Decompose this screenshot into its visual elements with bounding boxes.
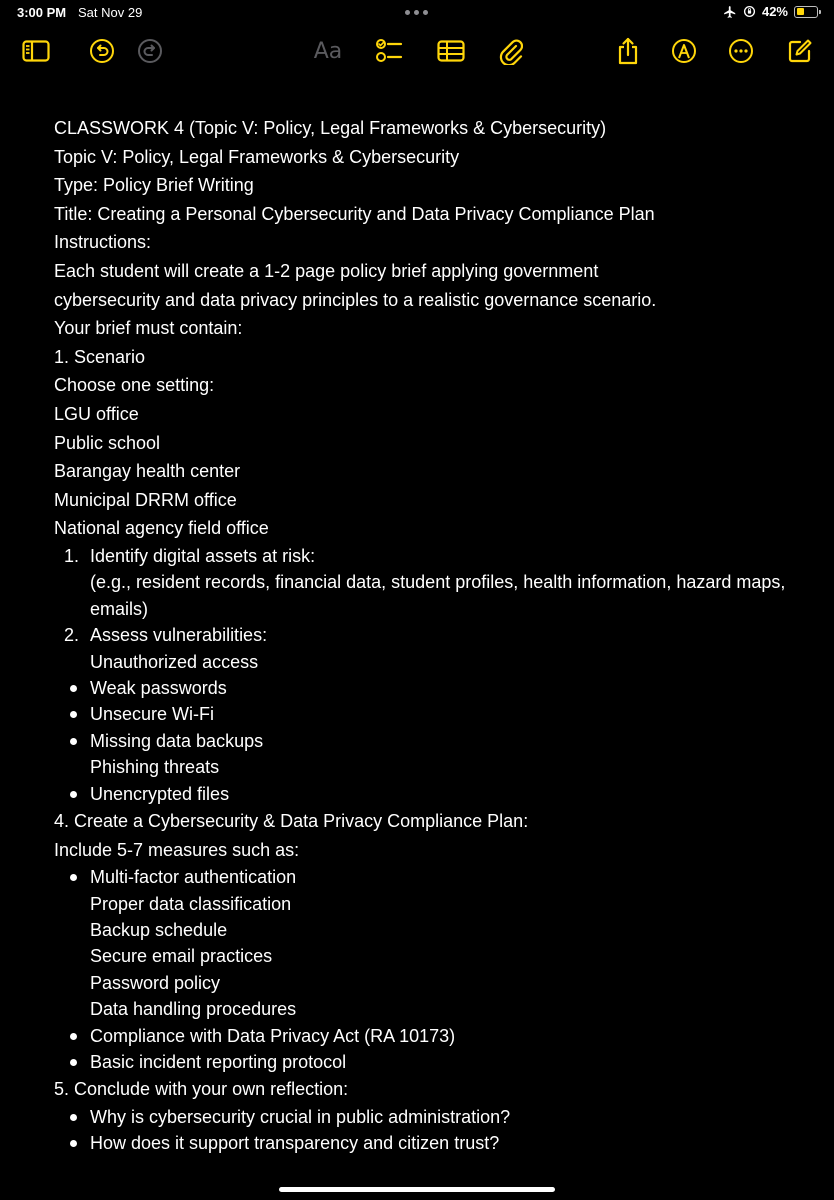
home-indicator[interactable]: [279, 1187, 555, 1192]
list-item-text: Basic incident reporting protocol: [90, 1052, 347, 1072]
step-title: Identify digital assets at risk:: [90, 545, 316, 566]
step-number: 2.: [64, 625, 80, 646]
step-1-item: [54, 543, 814, 569]
list-item-text: Missing data backups: [90, 730, 264, 751]
note-title: Title: Creating a Personal Cybersecurity and Data Privacy Compliance Plan: [54, 203, 655, 224]
list-item: [54, 781, 814, 807]
note-topic: Topic V: Policy, Legal Frameworks & Cybersecurity: [54, 146, 460, 167]
bullet-icon: [70, 1140, 77, 1147]
step-title: Assess vulnerabilities:: [90, 625, 268, 646]
share-icon[interactable]: [613, 36, 643, 66]
step-5-title: 5. Conclude with your own reflection:: [54, 1079, 349, 1100]
battery-percentage: 42%: [761, 4, 788, 19]
airplane-icon: [723, 5, 737, 19]
bullet-icon: [70, 711, 77, 718]
list-item-text: Unsecure Wi-Fi: [90, 704, 215, 725]
note-section-scenario: 1. Scenario: [54, 346, 146, 367]
list-item-text: Data handling procedures: [90, 999, 297, 1020]
note-type: Type: Policy Brief Writing: [54, 175, 254, 196]
list-item: [54, 917, 814, 943]
reflection-list: [54, 1104, 814, 1157]
list-item-text: How does it support transparency and citizen trust?: [90, 1133, 500, 1154]
list-item-text: Unencrypted files: [90, 783, 230, 804]
notes-toolbar: [0, 30, 834, 72]
checklist-icon[interactable]: [374, 36, 404, 66]
battery-icon: [794, 6, 818, 18]
list-item: [54, 970, 814, 996]
table-icon[interactable]: [436, 36, 466, 66]
markup-icon[interactable]: [669, 36, 699, 66]
list-item-text: Why is cybersecurity crucial in public administration?: [90, 1107, 511, 1127]
bullet-icon: [70, 1059, 77, 1066]
list-item-text: Proper data classification: [90, 893, 292, 914]
list-item-text: Phishing threats: [90, 757, 220, 778]
step-number: 1.: [64, 545, 80, 566]
orientation-lock-icon: [743, 5, 756, 18]
list-item-text: Secure email practices: [90, 946, 273, 967]
note-paragraph-line: cybersecurity and data privacy principles to a realistic governance scenario.: [54, 289, 657, 310]
note-body[interactable]: [54, 114, 814, 1157]
note-instructions-label: Instructions:: [54, 232, 152, 253]
list-item: [54, 754, 814, 780]
step-4-title: 4. Create a Cybersecurity & Data Privacy Compliance Plan:: [54, 810, 529, 831]
step-4-intro: Include 5-7 measures such as:: [54, 839, 300, 860]
bullet-icon: [70, 685, 77, 692]
multitasking-dots[interactable]: [405, 10, 428, 15]
setting-option: Municipal DRRM office: [54, 489, 237, 510]
list-item: [54, 891, 814, 917]
measures-list: [54, 864, 814, 1075]
list-item-text: Backup schedule: [90, 919, 228, 940]
format-icon[interactable]: Aa: [313, 38, 343, 64]
bullet-icon: [70, 874, 77, 881]
setting-option: LGU office: [54, 403, 139, 424]
list-item: [54, 649, 814, 675]
setting-option: National agency field office: [54, 518, 269, 539]
list-item: [54, 1049, 814, 1075]
list-item-text: Compliance with Data Privacy Act (RA 10173): [90, 1025, 456, 1046]
note-paragraph-line: Each student will create a 1-2 page policy brief applying government: [54, 260, 599, 281]
step-2-item: [54, 622, 814, 648]
list-item: [54, 943, 814, 969]
list-item-text: Unauthorized access: [90, 651, 259, 672]
bullet-icon: [70, 791, 77, 798]
list-item: [54, 864, 814, 890]
list-item: [54, 1130, 814, 1156]
attachment-icon[interactable]: [495, 36, 525, 66]
note-heading: CLASSWORK 4 (Topic V: Policy, Legal Frameworks & Cybersecurity): [54, 118, 607, 138]
sidebar-icon[interactable]: [21, 36, 51, 66]
list-item: [54, 701, 814, 727]
status-indicators: [723, 4, 818, 19]
undo-icon[interactable]: [87, 36, 117, 66]
status-date: Sat Nov 29: [78, 5, 143, 20]
note-section-label: Your brief must contain:: [54, 318, 243, 339]
redo-icon[interactable]: [135, 36, 165, 66]
step-1-detail: (e.g., resident records, financial data, student profiles, health information, hazard maps, emails): [90, 572, 786, 619]
vulnerability-list: [54, 649, 814, 807]
list-item: [54, 996, 814, 1022]
more-icon[interactable]: [726, 36, 756, 66]
list-item-text: Password policy: [90, 972, 221, 993]
status-time: 3:00 PM: [17, 5, 67, 20]
compose-icon[interactable]: [785, 36, 815, 66]
status-bar: [0, 0, 834, 24]
bullet-icon: [70, 1033, 77, 1040]
note-choose-setting: Choose one setting:: [54, 375, 215, 396]
setting-option: Public school: [54, 432, 161, 453]
setting-option: Barangay health center: [54, 461, 241, 482]
list-item: [54, 1023, 814, 1049]
bullet-icon: [70, 1114, 77, 1121]
list-item: [54, 728, 814, 754]
list-item: [54, 1104, 814, 1130]
bullet-icon: [70, 738, 77, 745]
list-item-text: Weak passwords: [90, 677, 227, 698]
list-item-text: Multi-factor authentication: [90, 867, 297, 888]
list-item: [54, 675, 814, 701]
